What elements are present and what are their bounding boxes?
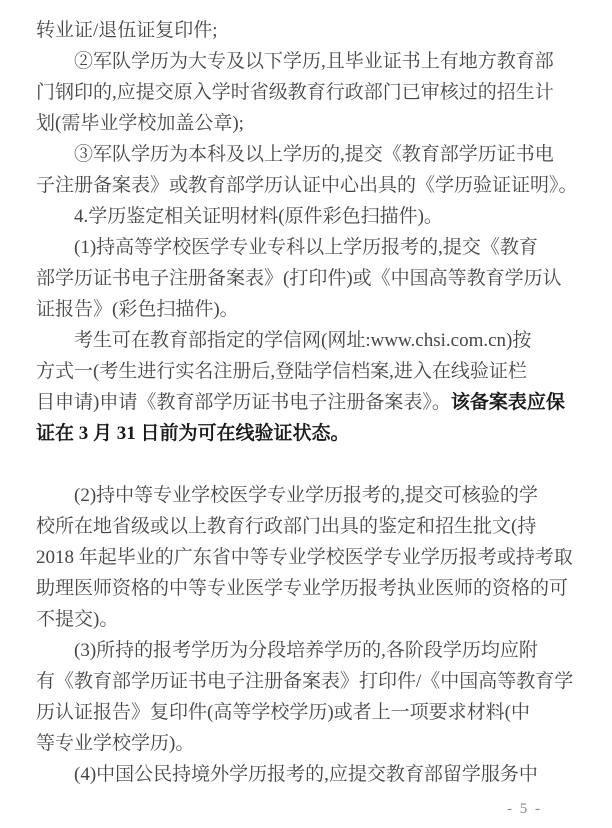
text-segment: 2018 年起毕业的广东省中等专业学校医学专业学历报考或持考取 <box>36 547 573 568</box>
text-line <box>36 387 576 418</box>
blank-line <box>36 449 576 480</box>
text-segment: 目申请)申请《教育部学历证书电子注册备案表》。 <box>36 392 451 413</box>
text-line <box>36 418 576 449</box>
text-segment: 4.学历鉴定相关证明材料(原件彩色扫描件)。 <box>74 206 443 227</box>
text-segment: 门钢印的,应提交原入学时省级教育行政部门已审核过的招生计 <box>36 82 554 103</box>
text-segment: 校所在地省级或以上教育行政部门出具的鉴定和招生批文(持 <box>36 516 537 537</box>
page-number: - 5 - <box>507 801 542 817</box>
document-body <box>36 15 576 790</box>
bold-text-segment: 该备案表应保 <box>450 392 565 413</box>
text-line <box>36 232 576 263</box>
text-segment: (4)中国公民持境外学历报考的,应提交教育部留学服务中 <box>74 764 538 785</box>
text-segment: ②军队学历为大专及以下学历,且毕业证书上有地方教育部 <box>74 51 554 72</box>
bold-text-segment: 证在 3 月 31 日前为可在线验证状态。 <box>36 423 350 444</box>
text-line <box>36 139 576 170</box>
text-segment: 划(需毕业学校加盖公章); <box>36 113 244 134</box>
text-line <box>36 77 576 108</box>
text-line <box>36 15 576 46</box>
text-segment: (2)持中等专业学校医学专业学历报考的,提交可核验的学 <box>74 485 538 506</box>
text-line <box>36 201 576 232</box>
text-line <box>36 356 576 387</box>
text-line <box>36 263 576 294</box>
text-segment: 子注册备案表》或教育部学历认证中心出具的《学历验证证明》。 <box>36 175 578 196</box>
text-segment: 等专业学校学历)。 <box>36 733 195 754</box>
text-segment: 方式一(考生进行实名注册后,登陆学信档案,进入在线验证栏 <box>36 361 527 382</box>
text-segment: (3)所持的报考学历为分段培养学历的,各阶段学历均应附 <box>74 640 538 661</box>
text-line <box>36 325 576 356</box>
text-segment: (1)持高等学校医学专业专科以上学历报考的,提交《教育 <box>74 237 538 258</box>
text-line <box>36 697 576 728</box>
text-segment: ③军队学历为本科及以上学历的,提交《教育部学历证书电 <box>74 144 554 165</box>
text-line <box>36 480 576 511</box>
text-segment: 考生可在教育部指定的学信网(网址:www.chsi.com.cn)按 <box>74 330 532 351</box>
text-line <box>36 542 576 573</box>
text-segment: 有《教育部学历证书电子注册备案表》打印件/《中国高等教育学 <box>36 671 574 692</box>
text-segment: 转业证/退伍证复印件; <box>36 20 218 41</box>
text-line <box>36 170 576 201</box>
text-line <box>36 728 576 759</box>
text-segment: 部学历证书电子注册备案表》(打印件)或《中国高等教育学历认 <box>36 268 562 289</box>
text-line <box>36 604 576 635</box>
text-segment: 证报告》(彩色扫描件)。 <box>36 299 239 320</box>
text-line <box>36 635 576 666</box>
text-line <box>36 46 576 77</box>
text-segment: 助理医师资格的中等专业医学专业学历报考执业医师的资格的可 <box>36 578 569 599</box>
text-line <box>36 511 576 542</box>
text-segment: 不提交)。 <box>36 609 119 630</box>
text-segment: 历认证报告》复印件(高等学校学历)或者上一项要求材料(中 <box>36 702 530 723</box>
text-line <box>36 666 576 697</box>
text-line <box>36 759 576 790</box>
text-line <box>36 108 576 139</box>
text-line <box>36 294 576 325</box>
text-line <box>36 573 576 604</box>
